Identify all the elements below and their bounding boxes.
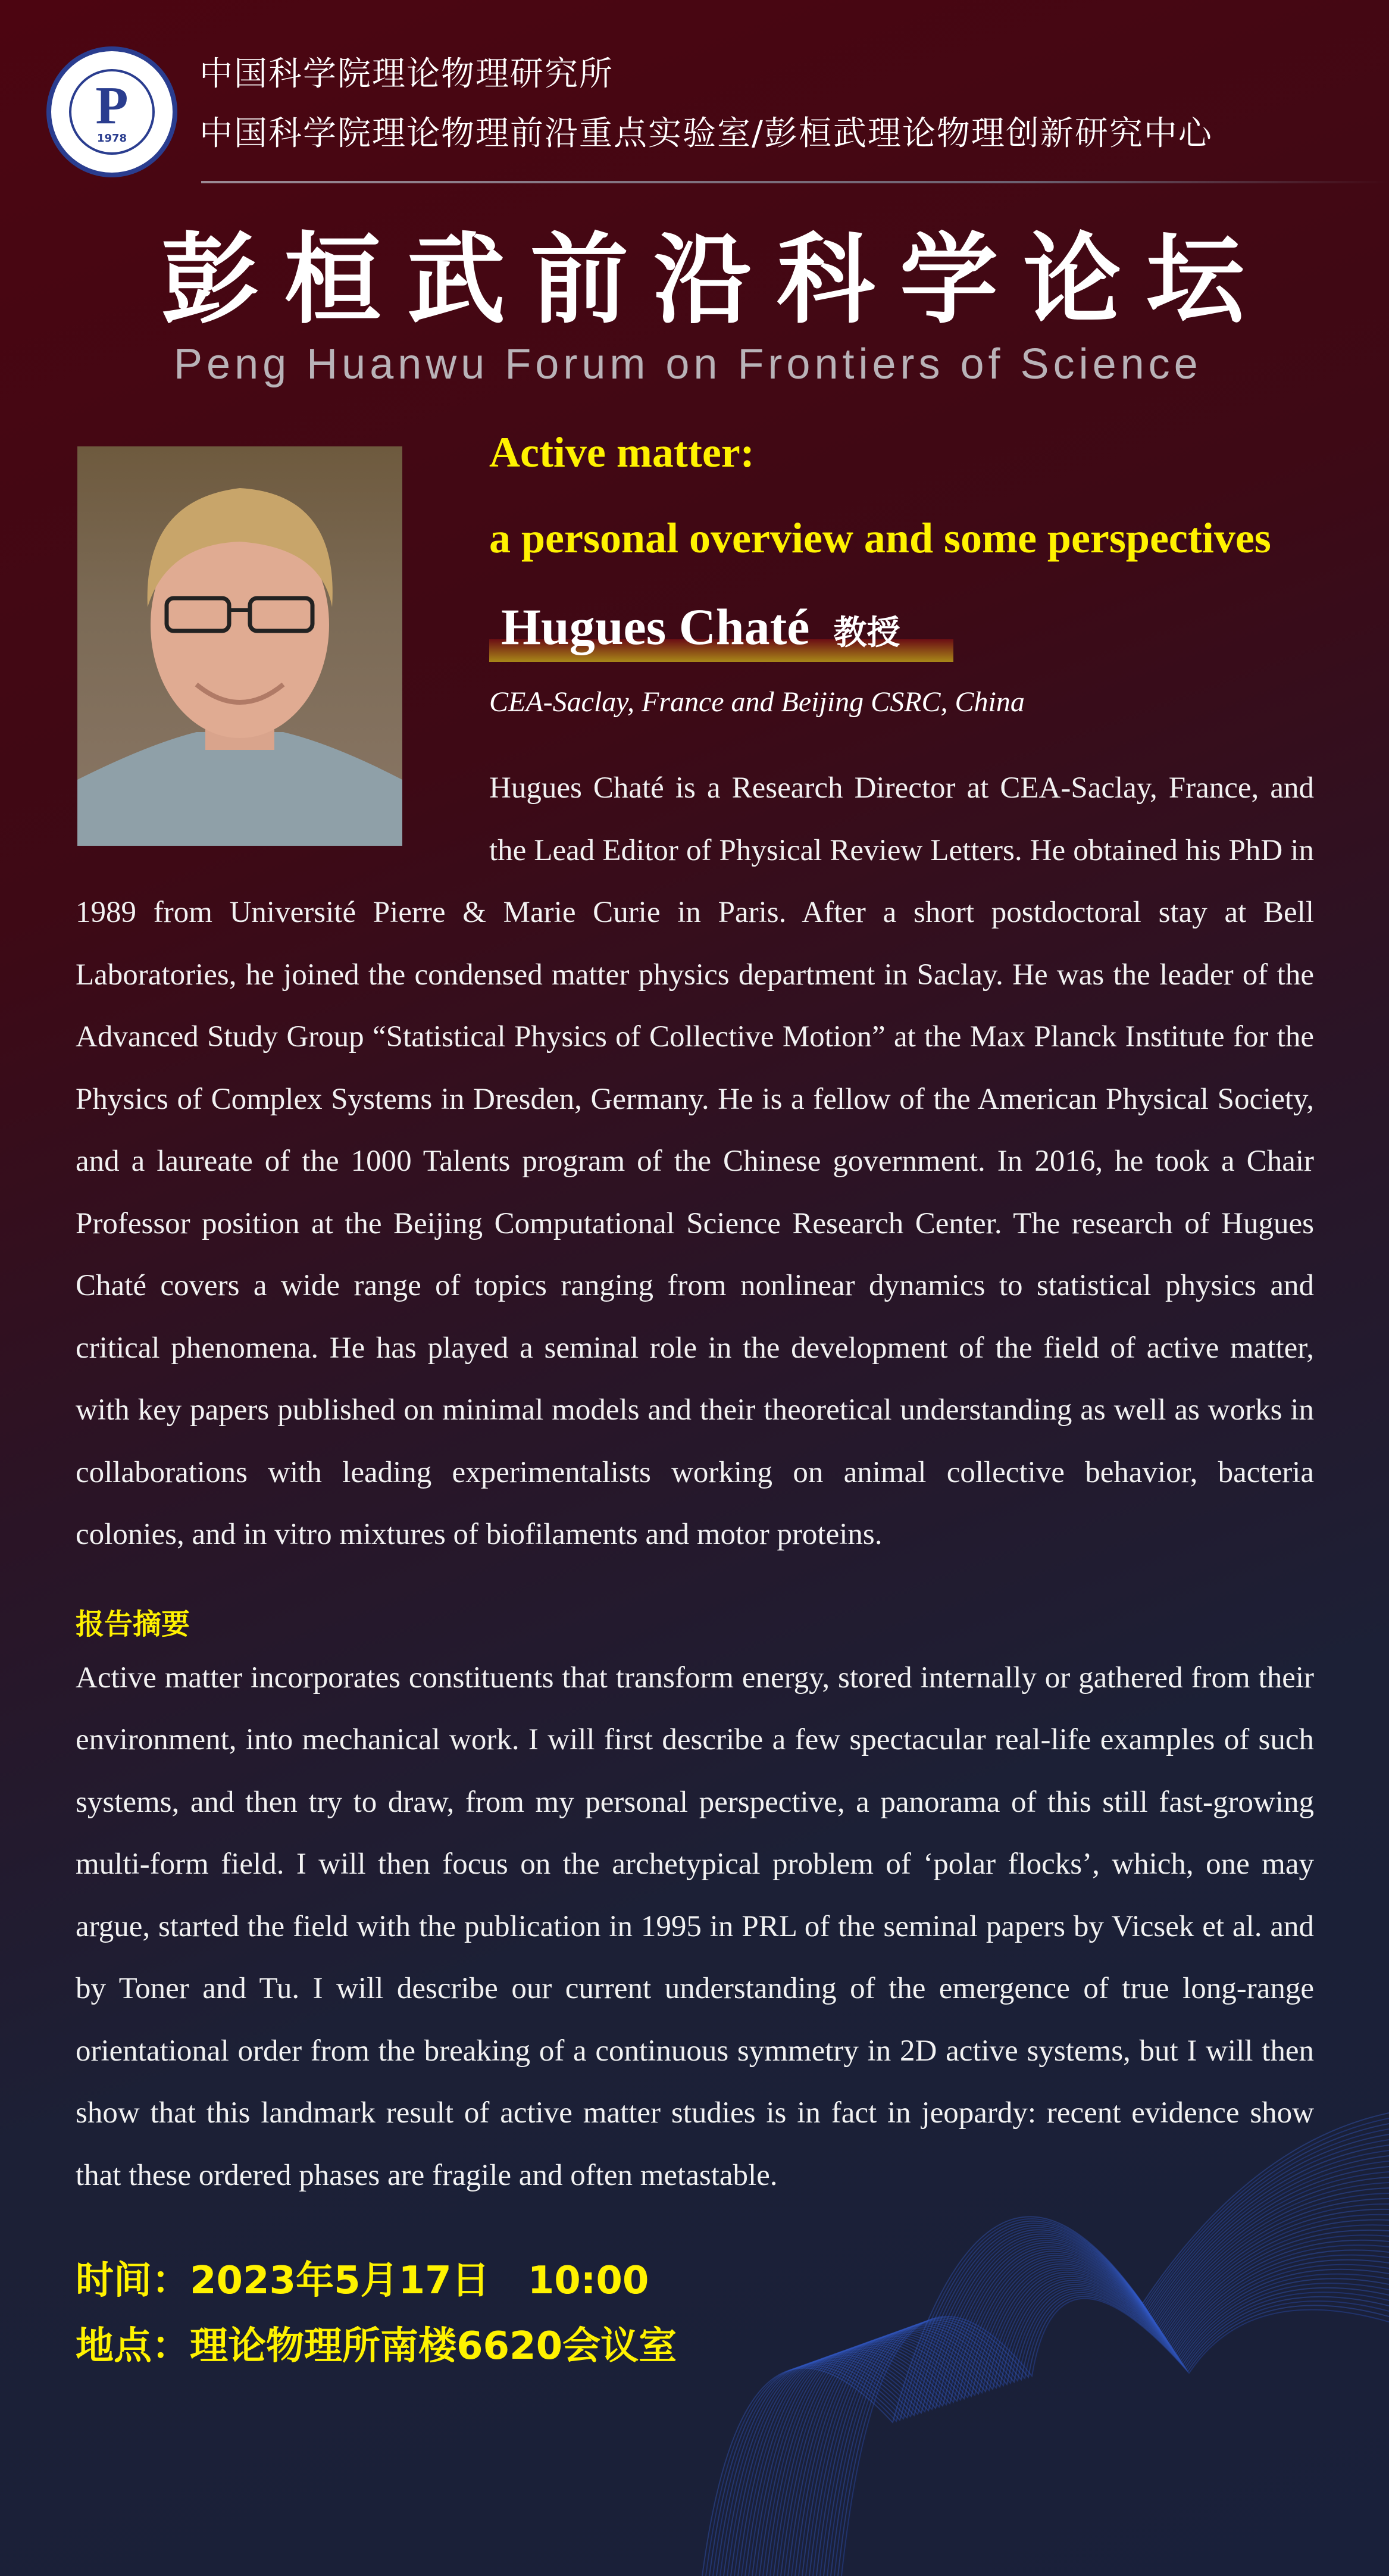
abstract-text: Active matter incorporates constituents that transform energy, stored internally or gathered from their environment, into mechanical work. I will first describe a few spectacular real-life examples of such systems, and then try to draw, from my personal perspective, a panorama of this still fast-growing multi-form field. I will then focus on the archetypical problem of ‘polar flocks’, which, one may argue, started the field with the publication in 1995 in PRL of the seminal papers by Vicsek et al. and by Toner and Tu. I will describe our current understanding of the emergence of true long-range orientational order from the breaking of a continuous symmetry in 2D active systems, but I will then show that this landmark result of active matter studies is in fact in jeopardy: recent evidence show that these ordered phases are fragile and often metastable. [76, 1661, 1314, 2192]
logo-p-mark: P [95, 76, 129, 135]
logo-year: 1978 [96, 132, 127, 145]
bio-text: Hugues Chaté is a Research Director at CEA-Saclay, France, and the Lead Editor of Physical Review Letters. He obtained his PhD in 1989 from Université Pierre & Marie Curie in Paris. After a short postdoctoral stay at Bell Laboratories, he joined the condensed matter physics department in Saclay. He was the leader of the Advanced Study Group “Statistical Physics of Collective Motion” at the Max Planck Institute for the Physics of Complex Systems in Dresden, Germany. He is a fellow of the American Physical Society, and a laureate of the 1000 Talents program of the Chinese government. In 2016, he took a Chair Professor position at the Beijing Computational Science Research Center. The research of Hugues Chaté covers a wide range of topics ranging from nonlinear dynamics to statistical physics and critical phenomena. He has played a seminal role in the development of the field of active matter, with key papers published on minimal models and their theoretical understanding as well as works in collaborations with leading experimentalists working on animal collective behavior, bacteria colonies, and in vitro mixtures of biofilaments and motor proteins. [76, 771, 1314, 1551]
event-place: 地点：理论物理所南楼6620会议室 [76, 2324, 677, 2368]
event-time: 时间：2023年5月17日 10:00 [76, 2259, 649, 2303]
forum-title-en: Peng Huanwu Forum on Frontiers of Science [174, 340, 1202, 388]
institute-name: 中国科学院理论物理研究所 [199, 55, 614, 93]
header-divider [201, 181, 1389, 183]
abstract-heading: 报告摘要 [76, 1607, 190, 1641]
forum-title-cn: 彭桓武前沿科学论坛 [161, 223, 1269, 337]
event-info [76, 2248, 1314, 2379]
speaker-name: Hugues Chaté [501, 598, 810, 655]
speaker-bio [76, 757, 1314, 1566]
speaker-affiliation: CEA-Saclay, France and Beijing CSRC, China [489, 686, 1025, 718]
talk-title-line1: Active matter: [489, 429, 755, 476]
speaker-title: 教授 [833, 614, 900, 652]
main-content [76, 757, 1314, 2379]
institute-logo [46, 46, 177, 177]
talk-title-line2: a personal overview and some perspectives [489, 514, 1271, 562]
speaker-name-block [501, 598, 900, 662]
lab-names: 中国科学院理论物理前沿重点实验室/彭桓武理论物理创新研究中心 [199, 114, 1213, 153]
